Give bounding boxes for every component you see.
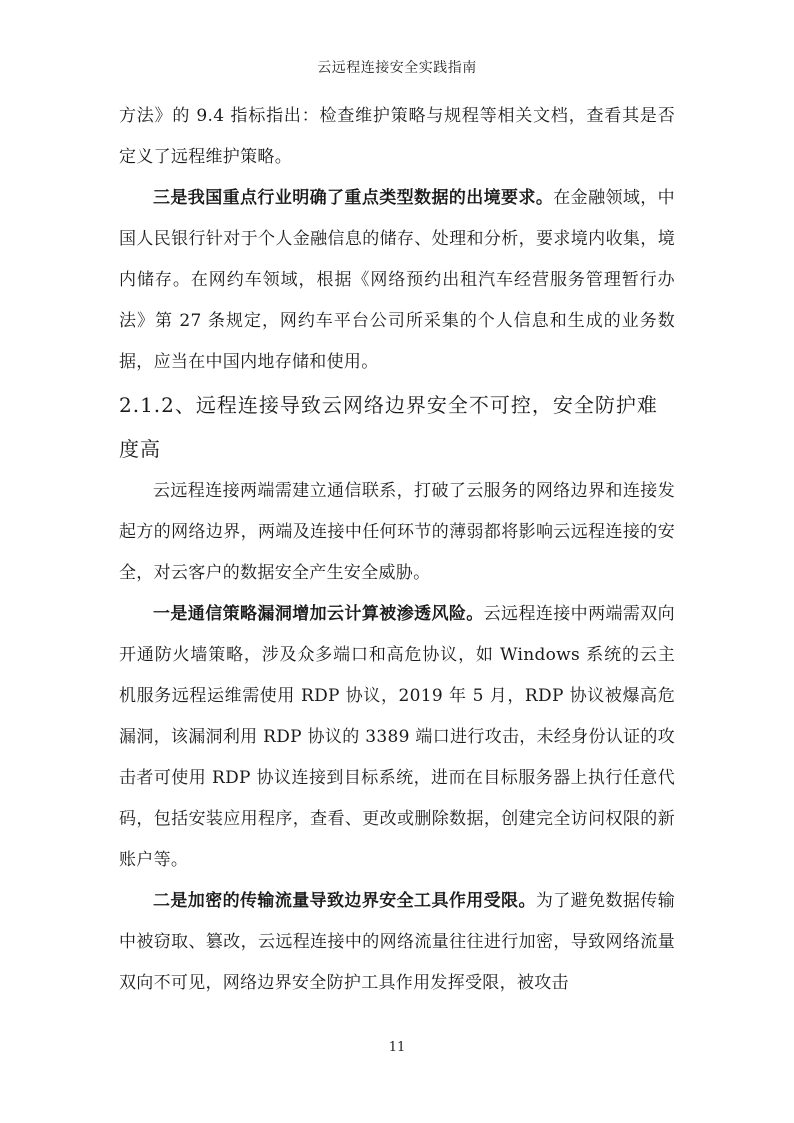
running-header: 云远程连接安全实践指南 [317,60,477,76]
section-heading-2-1-2: 2.1.2、远程连接导致云网络边界安全不可控，安全防护难度高 [119,393,658,461]
paragraph-text: 方法》的 9.4 指标指出：检查维护策略与规程等相关文档，查看其是否定义了远程维护策略。 [119,106,675,167]
paragraph-policy-vulnerability [119,594,675,881]
paragraph-continuation [119,96,675,178]
page-number: 11 [388,1040,406,1055]
paragraph-industry-data-export [119,178,675,383]
page-body [119,96,675,1004]
paragraph-text: 云远程连接中两端需双向开通防火墙策略，涉及众多端口和高危协议，如 Windows 系统的云主机服务远程运维需使用 RDP 协议，2019 年 5 月，RDP 协议被爆高危漏洞，该漏洞利用 RDP 协议的 3389 端口进行攻击，未经身份认证的攻击者可使用 RDP 协议连接到目标系统，进而在目标服务器上执行任意代码，包括安装应用程序，查看、更改或删除数据，创建完全访问权限的新账户等。 [119,604,675,870]
paragraph-lead: 三是我国重点行业明确了重点类型数据的出境要求。 [153,188,554,208]
paragraph-remote-connection-intro [119,471,675,594]
paragraph-encrypted-traffic [119,881,675,1004]
paragraph-text: 云远程连接两端需建立通信联系，打破了云服务的网络边界和连接发起方的网络边界，两端及连接中任何环节的薄弱都将影响云远程连接的安全，对云客户的数据安全产生安全威胁。 [119,481,675,583]
paragraph-lead: 二是加密的传输流量导致边界安全工具作用受限。 [153,891,536,911]
paragraph-lead: 一是通信策略漏洞增加云计算被渗透风险。 [153,604,484,624]
paragraph-text: 为了避免数据传输中被窃取、篡改，云远程连接中的网络流量往往进行加密，导致网络流量双向不可见，网络边界安全防护工具作用发挥受限，被攻击 [119,891,675,993]
paragraph-text: 在金融领域，中国人民银行针对于个人金融信息的储存、处理和分析，要求境内收集，境内储存。在网约车领域，根据《网络预约出租汽车经营服务管理暂行办法》第 27 条规定，网约车平台公司所采集的个人信息和生成的业务数据，应当在中国内地存储和使用。 [119,188,675,372]
